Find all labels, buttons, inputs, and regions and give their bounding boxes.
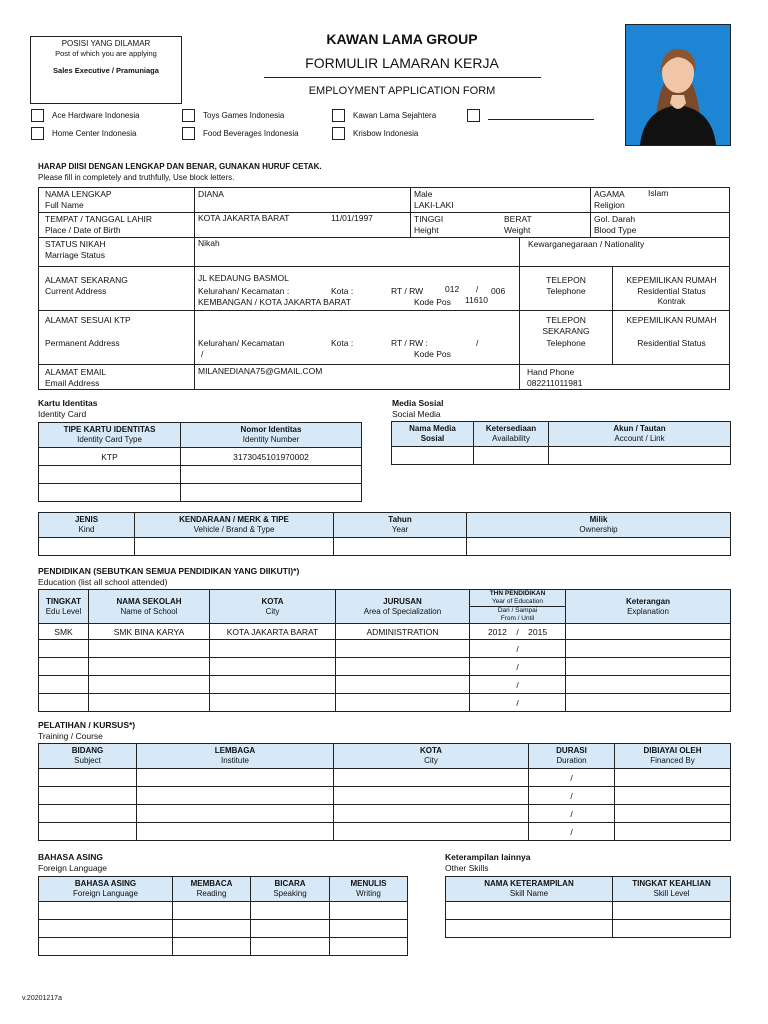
instruction-id: HARAP DIISI DENGAN LENGKAP DAN BENAR, GUNAKAN HURUF CETAK. xyxy=(38,162,322,171)
edu-year-cell[interactable] xyxy=(470,624,566,640)
ktp-kota-label: Kota : xyxy=(331,338,354,348)
training-subject-cell[interactable] xyxy=(39,769,137,787)
religion-label-en: Religion xyxy=(594,200,625,210)
edu-major-cell[interactable]: ADMINISTRATION xyxy=(336,624,470,640)
vehicle-kind-cell[interactable] xyxy=(39,538,135,556)
edu-year-cell[interactable]: / xyxy=(470,676,566,694)
address-kodepos-label: Kode Pos xyxy=(414,297,451,307)
training-title xyxy=(38,720,135,742)
weight-label: BERAT xyxy=(504,214,532,224)
company-kawan: Kawan Lama Sejahtera xyxy=(353,111,437,120)
ktp-rtrw-label: RT / RW : xyxy=(391,338,428,348)
address-kel-label: Kelurahan/ Kecamatan : xyxy=(198,286,290,296)
company-name: KAWAN LAMA GROUP xyxy=(326,31,478,47)
home-status-label-en: Residential Status xyxy=(637,286,706,296)
language-title xyxy=(38,852,107,874)
edu-col-explanation: Keterangan Explanation xyxy=(566,590,731,624)
identity-col-type: TIPE KARTU IDENTITAS Identity Card Type xyxy=(39,423,181,448)
height-label-en: Height xyxy=(414,225,439,235)
edu-year-cell[interactable]: / xyxy=(470,694,566,712)
training-institute-cell[interactable] xyxy=(137,787,334,805)
birth-label: TEMPAT / TANGGAL LAHIR xyxy=(45,214,153,224)
telephone2-label-2: SEKARANG xyxy=(542,326,590,336)
address-rw[interactable]: 006 xyxy=(491,286,506,296)
edu-explanation-cell[interactable] xyxy=(566,640,731,658)
skills-name-cell[interactable] xyxy=(446,902,613,920)
lang-reading-cell[interactable] xyxy=(173,938,251,956)
home-status-label: KEPEMILIKAN RUMAH xyxy=(626,275,717,285)
checkbox-krisbow[interactable] xyxy=(332,127,345,140)
vehicle-ownership-cell[interactable] xyxy=(467,538,731,556)
edu-year-from: 2012 xyxy=(487,626,507,637)
edu-major-cell[interactable] xyxy=(336,676,470,694)
edu-city-cell[interactable] xyxy=(210,658,336,676)
lang-col-speaking: BICARA Speaking xyxy=(251,877,330,902)
birth-date-field[interactable]: 11/01/1997 xyxy=(331,213,373,223)
identity-col-number: Nomor Identitas Identity Number xyxy=(181,423,362,448)
company-ace: Ace Hardware Indonesia xyxy=(52,111,140,120)
ktp-address-label-en: Permanent Address xyxy=(45,338,120,348)
gender-field-2: LAKI-LAKI xyxy=(414,200,454,210)
edu-explanation-cell[interactable] xyxy=(566,694,731,712)
religion-label: AGAMA xyxy=(594,189,625,199)
social-media-cell[interactable] xyxy=(392,447,474,465)
company-homecenter: Home Center Indonesia xyxy=(52,129,137,138)
ktp-kel-label: Kelurahan/ Kecamatan xyxy=(198,338,285,348)
address-line3[interactable]: KEMBANGAN / KOTA JAKARTA BARAT xyxy=(198,297,351,307)
vehicle-col-ownership: Milik Ownership xyxy=(467,513,731,538)
social-col-account: Akun / Tautan Account / Link xyxy=(549,422,731,447)
training-institute-cell[interactable] xyxy=(137,769,334,787)
lang-col-reading: MEMBACA Reading xyxy=(173,877,251,902)
telephone2-label-en: Telephone xyxy=(546,338,586,348)
lang-col-language: BAHASA ASING Foreign Language xyxy=(39,877,173,902)
vehicle-year-cell[interactable] xyxy=(334,538,467,556)
edu-school-cell[interactable] xyxy=(89,676,210,694)
education-table xyxy=(38,589,731,712)
identity-type-cell[interactable] xyxy=(39,466,181,484)
marital-label-en: Marriage Status xyxy=(45,250,105,260)
edu-year-cell[interactable]: / xyxy=(470,640,566,658)
address-rtrw-label: RT / RW xyxy=(391,286,424,296)
edu-year-slash: / xyxy=(516,626,519,637)
edu-year-cell[interactable]: / xyxy=(470,658,566,676)
language-table xyxy=(38,876,408,956)
marital-label: STATUS NIKAH xyxy=(45,239,106,249)
edu-city-cell[interactable]: KOTA JAKARTA BARAT xyxy=(210,624,336,640)
header-divider xyxy=(264,77,541,78)
checkbox-kawan[interactable] xyxy=(332,109,345,122)
telephone-label: TELEPON xyxy=(546,275,586,285)
edu-level-cell[interactable] xyxy=(39,640,89,658)
edu-col-year: THN PENDIDIKAN Year of Education Dari / Sampai From / Until xyxy=(470,590,566,624)
ktp-kodepos-label: Kode Pos xyxy=(414,349,451,359)
training-city-cell[interactable] xyxy=(334,823,529,841)
email-label: ALAMAT EMAIL xyxy=(45,367,107,377)
company-krisbow: Krisbow Indonesia xyxy=(353,129,419,138)
gender-field[interactable]: Male xyxy=(414,189,433,199)
position-box xyxy=(30,36,182,104)
birth-place-field[interactable]: KOTA JAKARTA BARAT xyxy=(198,213,290,223)
lang-writing-cell[interactable] xyxy=(330,920,408,938)
vehicle-col-year: Tahun Year xyxy=(334,513,467,538)
vehicle-brand-cell[interactable] xyxy=(135,538,334,556)
full-name-field[interactable]: DIANA xyxy=(198,189,224,199)
social-col-availability: Ketersediaan Availability xyxy=(474,422,549,447)
lang-speaking-cell[interactable] xyxy=(251,938,330,956)
lang-language-cell[interactable] xyxy=(39,920,173,938)
social-availability-cell[interactable] xyxy=(474,447,549,465)
lang-reading-cell[interactable] xyxy=(173,902,251,920)
position-value[interactable]: Sales Executive / Pramuniaga xyxy=(53,66,159,75)
ktp-address-label: ALAMAT SESUAI KTP xyxy=(45,315,131,325)
training-subject-cell[interactable] xyxy=(39,805,137,823)
handphone-field[interactable]: 082211011981 xyxy=(527,378,583,388)
identity-title-en: Identity Card xyxy=(38,409,87,419)
training-city-cell[interactable] xyxy=(334,769,529,787)
company-toys: Toys Games Indonesia xyxy=(203,111,285,120)
training-col-financed: DIBIAYAI OLEH Financed By xyxy=(615,744,731,769)
skills-col-name: NAMA KETERAMPILAN Skill Name xyxy=(446,877,613,902)
checkbox-toys[interactable] xyxy=(182,109,195,122)
name-label: NAMA LENGKAP xyxy=(45,189,112,199)
home-status-value[interactable]: Kontrak xyxy=(657,297,686,306)
address-label-en: Current Address xyxy=(45,286,107,296)
ktp-rtrw-slash: / xyxy=(476,338,479,348)
address-kota-label: Kota : xyxy=(331,286,354,296)
edu-school-cell[interactable] xyxy=(89,658,210,676)
telephone2-label: TELEPON xyxy=(546,315,586,325)
edu-explanation-cell[interactable] xyxy=(566,658,731,676)
training-subject-cell[interactable] xyxy=(39,823,137,841)
training-city-cell[interactable] xyxy=(334,805,529,823)
training-col-subject: BIDANG Subject xyxy=(39,744,137,769)
identity-table xyxy=(38,422,362,502)
skills-level-cell[interactable] xyxy=(613,902,731,920)
education-title-id: PENDIDIKAN (SEBUTKAN SEMUA PENDIDIKAN YANG DIIKUTI)*) xyxy=(38,566,300,576)
vehicle-col-kind: JENIS Kind xyxy=(39,513,135,538)
checkbox-food[interactable] xyxy=(182,127,195,140)
company-food: Food Beverages Indonesia xyxy=(203,129,299,138)
education-title xyxy=(38,566,299,588)
ktp-slash-2: / xyxy=(201,349,204,359)
height-label: TINGGI xyxy=(414,214,444,224)
training-subject-cell[interactable] xyxy=(39,787,137,805)
weight-label-en: Weight xyxy=(504,225,531,235)
training-institute-cell[interactable] xyxy=(137,805,334,823)
social-col-media: Nama Media Sosial xyxy=(392,422,474,447)
identity-number-cell[interactable] xyxy=(181,466,362,484)
address-line1[interactable]: JL KEDAUNG BASMOL xyxy=(198,273,289,283)
instruction-en: Please fill in completely and truthfully, Use block letters. xyxy=(38,173,235,182)
social-title-en: Social Media xyxy=(392,409,441,419)
edu-major-cell[interactable] xyxy=(336,640,470,658)
home2-status-label-en: Residential Status xyxy=(637,338,706,348)
edu-level-cell[interactable] xyxy=(39,676,89,694)
training-table xyxy=(38,743,731,841)
edu-city-cell[interactable] xyxy=(210,676,336,694)
edu-school-cell[interactable] xyxy=(89,640,210,658)
training-col-duration: DURASI Duration xyxy=(529,744,615,769)
edu-major-cell[interactable] xyxy=(336,694,470,712)
training-duration-cell[interactable]: / xyxy=(529,823,615,841)
skills-title-en: Other Skills xyxy=(445,863,489,873)
blood-label-en: Blood Type xyxy=(594,225,637,235)
skills-name-cell[interactable] xyxy=(446,920,613,938)
training-financed-cell[interactable] xyxy=(615,769,731,787)
other-company-line[interactable] xyxy=(488,119,594,120)
telephone-label-en: Telephone xyxy=(546,286,586,296)
position-label-en: Post of which you are applying xyxy=(55,49,157,58)
training-title-en: Training / Course xyxy=(38,731,103,741)
identity-type-cell[interactable] xyxy=(39,484,181,502)
training-duration-cell[interactable]: / xyxy=(529,769,615,787)
training-duration-cell[interactable]: / xyxy=(529,787,615,805)
edu-col-major: JURUSAN Area of Specialization xyxy=(336,590,470,624)
lang-language-cell[interactable] xyxy=(39,902,173,920)
address-slash: / xyxy=(476,284,479,294)
edu-year-until: 2015 xyxy=(528,626,548,637)
training-title-id: PELATIHAN / KURSUS*) xyxy=(38,720,136,730)
training-financed-cell[interactable] xyxy=(615,805,731,823)
language-title-en: Foreign Language xyxy=(38,863,108,873)
address-rt[interactable]: 012 xyxy=(445,284,460,294)
marital-field[interactable]: Nikah xyxy=(198,238,220,248)
edu-col-school: NAMA SEKOLAH Name of School xyxy=(89,590,210,624)
edu-level-cell[interactable] xyxy=(39,658,89,676)
blood-label: Gol. Darah xyxy=(594,214,636,224)
identity-number-cell[interactable] xyxy=(181,484,362,502)
training-col-city: KOTA City xyxy=(334,744,529,769)
training-financed-cell[interactable] xyxy=(615,787,731,805)
vehicle-table xyxy=(38,512,731,556)
lang-speaking-cell[interactable] xyxy=(251,902,330,920)
edu-col-city: KOTA City xyxy=(210,590,336,624)
edu-city-cell[interactable] xyxy=(210,694,336,712)
vehicle-col-brand: KENDARAAN / MERK & TIPE Vehicle / Brand & Type xyxy=(135,513,334,538)
form-subtitle: EMPLOYMENT APPLICATION FORM xyxy=(308,85,496,97)
skills-level-cell[interactable] xyxy=(613,920,731,938)
checkbox-ace[interactable] xyxy=(31,109,44,122)
edu-level-cell[interactable]: SMK xyxy=(39,624,89,640)
training-col-institute: LEMBAGA Institute xyxy=(137,744,334,769)
handphone-label: Hand Phone xyxy=(527,367,575,377)
lang-col-writing: MENULIS Writing xyxy=(330,877,408,902)
training-duration-cell[interactable]: / xyxy=(529,805,615,823)
home2-status-label: KEPEMILIKAN RUMAH xyxy=(626,315,717,325)
lang-writing-cell[interactable] xyxy=(330,938,408,956)
address-kodepos[interactable]: 11610 xyxy=(465,295,489,305)
name-label-en: Full Name xyxy=(45,200,84,210)
checkbox-homecenter[interactable] xyxy=(31,127,44,140)
edu-col-level: TINGKAT Edu Level xyxy=(39,590,89,624)
email-field[interactable]: MILANEDIANA75@GMAIL.COM xyxy=(198,366,323,376)
address-label: ALAMAT SEKARANG xyxy=(45,275,128,285)
edu-level-cell[interactable] xyxy=(39,694,89,712)
education-title-en: Education (list all school attended) xyxy=(38,577,168,587)
social-table xyxy=(391,421,731,465)
lang-language-cell[interactable] xyxy=(39,938,173,956)
social-title-id: Media Sosial xyxy=(392,398,444,408)
skills-title xyxy=(445,852,531,874)
nationality-label: Kewarganegaraan / Nationality xyxy=(528,239,645,249)
edu-explanation-cell[interactable] xyxy=(566,624,731,640)
form-title: FORMULIR LAMARAN KERJA xyxy=(305,55,499,71)
version-label: v.20201217a xyxy=(22,995,62,1002)
lang-speaking-cell[interactable] xyxy=(251,920,330,938)
edu-explanation-cell[interactable] xyxy=(566,676,731,694)
edu-city-cell[interactable] xyxy=(210,640,336,658)
edu-school-cell[interactable]: SMK BINA KARYA xyxy=(89,624,210,640)
edu-school-cell[interactable] xyxy=(89,694,210,712)
skills-table xyxy=(445,876,731,938)
social-account-cell[interactable] xyxy=(549,447,731,465)
identity-number-cell[interactable]: 3173045101970002 xyxy=(181,448,362,466)
lang-writing-cell[interactable] xyxy=(330,902,408,920)
identity-title xyxy=(38,398,98,420)
training-financed-cell[interactable] xyxy=(615,823,731,841)
skills-title-id: Keterampilan lainnya xyxy=(445,852,531,862)
birth-label-en: Place / Date of Birth xyxy=(45,225,121,235)
position-label: POSISI YANG DILAMAR xyxy=(61,39,151,48)
edu-major-cell[interactable] xyxy=(336,658,470,676)
applicant-photo xyxy=(625,24,731,146)
training-city-cell[interactable] xyxy=(334,787,529,805)
skills-col-level: TINGKAT KEAHLIAN Skill Level xyxy=(613,877,731,902)
social-title xyxy=(392,398,444,420)
identity-type-cell[interactable]: KTP xyxy=(39,448,181,466)
checkbox-other[interactable] xyxy=(467,109,480,122)
identity-title-id: Kartu Identitas xyxy=(38,398,98,408)
training-institute-cell[interactable] xyxy=(137,823,334,841)
language-title-id: BAHASA ASING xyxy=(38,852,104,862)
religion-field[interactable]: Islam xyxy=(648,188,669,198)
email-label-en: Email Address xyxy=(45,378,100,388)
lang-reading-cell[interactable] xyxy=(173,920,251,938)
